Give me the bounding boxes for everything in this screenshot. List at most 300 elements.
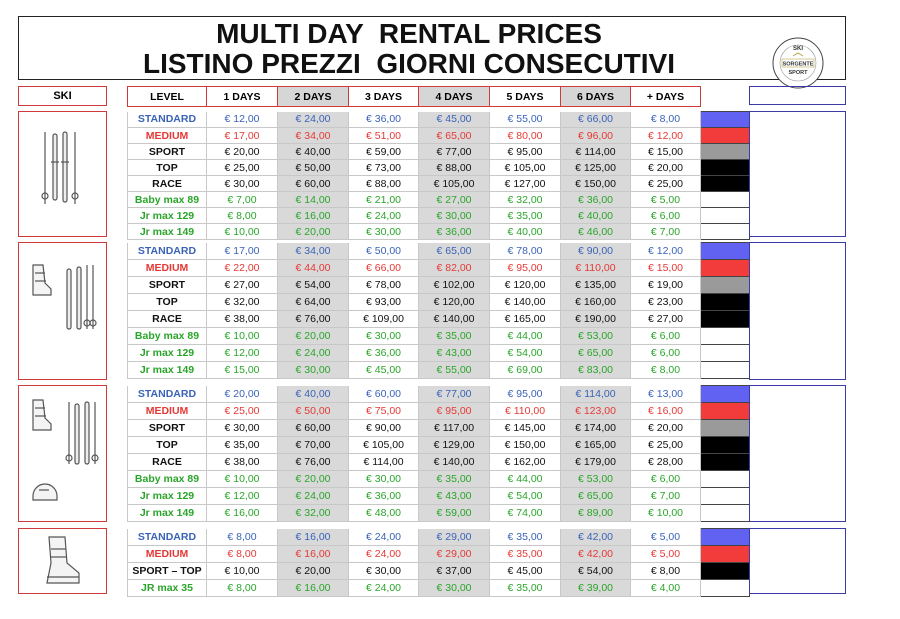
price-cell: € 65,00 — [561, 345, 631, 362]
price-cell: € 29,00 — [419, 529, 490, 546]
price-cell: € 10,00 — [207, 328, 278, 345]
price-cell: € 8,00 — [207, 208, 278, 224]
level-cell: SPORT — [128, 144, 207, 160]
price-cell: € 30,00 — [419, 208, 490, 224]
price-cell: € 22,00 — [207, 260, 278, 277]
table-row — [128, 243, 750, 260]
price-cell: € 36,00 — [349, 112, 419, 128]
level-color-swatch — [701, 176, 750, 192]
price-cell: € 93,00 — [349, 294, 419, 311]
price-cell: € 102,00 — [419, 277, 490, 294]
ski-boot-icon — [19, 529, 108, 595]
level-cell: Jr max 129 — [128, 488, 207, 505]
price-cell: € 162,00 — [490, 454, 561, 471]
price-cell: € 12,00 — [631, 243, 701, 260]
table-row — [128, 386, 750, 403]
price-cell: € 6,00 — [631, 471, 701, 488]
level-cell: STANDARD — [128, 112, 207, 128]
price-cell: € 82,00 — [419, 260, 490, 277]
price-cell: € 53,00 — [561, 471, 631, 488]
price-cell: € 105,00 — [490, 160, 561, 176]
level-cell: Baby max 89 — [128, 192, 207, 208]
price-cell: € 10,00 — [631, 505, 701, 522]
column-header-1-days: 1 DAYS — [207, 87, 278, 107]
price-cell: € 36,00 — [561, 192, 631, 208]
table-row — [128, 454, 750, 471]
price-cell: € 127,00 — [490, 176, 561, 192]
table-row — [128, 277, 750, 294]
price-cell: € 123,00 — [561, 403, 631, 420]
price-cell: € 20,00 — [278, 224, 349, 240]
level-color-swatch — [701, 160, 750, 176]
level-color-swatch — [701, 403, 750, 420]
price-cell: € 38,00 — [207, 454, 278, 471]
level-color-swatch — [701, 294, 750, 311]
price-cell: € 76,00 — [278, 311, 349, 328]
price-cell: € 35,00 — [490, 546, 561, 563]
price-cell: € 5,00 — [631, 529, 701, 546]
level-cell: MEDIUM — [128, 546, 207, 563]
sorgente-sport-logo — [771, 36, 825, 90]
level-color-swatch — [701, 437, 750, 454]
price-cell: € 78,00 — [349, 277, 419, 294]
level-color-swatch — [701, 260, 750, 277]
price-cell: € 23,00 — [631, 294, 701, 311]
price-cell: € 73,00 — [349, 160, 419, 176]
price-cell: € 117,00 — [419, 420, 490, 437]
price-cell: € 16,00 — [631, 403, 701, 420]
price-cell: € 95,00 — [490, 260, 561, 277]
table-row — [128, 112, 750, 128]
price-cell: € 20,00 — [278, 471, 349, 488]
price-cell: € 29,00 — [419, 546, 490, 563]
table-row — [128, 529, 750, 546]
price-cell: € 34,00 — [278, 243, 349, 260]
price-cell: € 16,00 — [278, 208, 349, 224]
price-cell: € 5,00 — [631, 546, 701, 563]
price-cell: € 40,00 — [278, 386, 349, 403]
price-cell: € 64,00 — [278, 294, 349, 311]
level-cell: MEDIUM — [128, 260, 207, 277]
price-cell: € 8,00 — [207, 529, 278, 546]
table-row — [128, 471, 750, 488]
price-cell: € 114,00 — [561, 144, 631, 160]
price-cell: € 110,00 — [490, 403, 561, 420]
level-cell: RACE — [128, 311, 207, 328]
table-row — [128, 224, 750, 240]
logo-top-text: SKI — [792, 46, 804, 52]
price-cell: € 88,00 — [349, 176, 419, 192]
column-header-5-days: 5 DAYS — [490, 87, 561, 107]
price-cell: € 44,00 — [490, 471, 561, 488]
price-cell: € 15,00 — [207, 362, 278, 379]
price-cell: € 28,00 — [631, 454, 701, 471]
price-cell: € 24,00 — [349, 529, 419, 546]
price-cell: € 45,00 — [419, 112, 490, 128]
price-cell: € 27,00 — [419, 192, 490, 208]
price-cell: € 174,00 — [561, 420, 631, 437]
level-cell: Jr max 129 — [128, 345, 207, 362]
price-cell: € 53,00 — [561, 328, 631, 345]
section-4-notes-box — [749, 528, 846, 594]
price-cell: € 65,00 — [419, 128, 490, 144]
price-cell: € 74,00 — [490, 505, 561, 522]
price-cell: € 95,00 — [490, 386, 561, 403]
price-cell: € 120,00 — [490, 277, 561, 294]
level-color-swatch — [701, 112, 750, 128]
page-title: MULTI DAY RENTAL PRICES — [216, 18, 602, 49]
price-cell: € 15,00 — [631, 260, 701, 277]
section-4-icon-box — [18, 528, 107, 594]
price-cell: € 32,00 — [278, 505, 349, 522]
price-cell: € 30,00 — [419, 580, 490, 597]
price-cell: € 179,00 — [561, 454, 631, 471]
section-3-icon-box — [18, 385, 107, 522]
price-cell: € 36,00 — [349, 488, 419, 505]
boot-skis-poles-and-helmet-icon — [19, 386, 108, 523]
price-cell: € 60,00 — [278, 176, 349, 192]
price-cell: € 135,00 — [561, 277, 631, 294]
price-cell: € 8,00 — [631, 563, 701, 580]
price-cell: € 6,00 — [631, 328, 701, 345]
price-cell: € 38,00 — [207, 311, 278, 328]
price-cell: € 120,00 — [419, 294, 490, 311]
price-cell: € 125,00 — [561, 160, 631, 176]
price-cell: € 16,00 — [207, 505, 278, 522]
price-cell: € 24,00 — [278, 488, 349, 505]
price-cell: € 160,00 — [561, 294, 631, 311]
table-row — [128, 546, 750, 563]
level-color-swatch — [701, 546, 750, 563]
price-cell: € 66,00 — [349, 260, 419, 277]
price-cell: € 35,00 — [419, 328, 490, 345]
level-color-swatch — [701, 362, 750, 379]
level-color-swatch — [701, 529, 750, 546]
price-cell: € 140,00 — [419, 454, 490, 471]
table-row — [128, 580, 750, 597]
level-cell: STANDARD — [128, 243, 207, 260]
price-table-section-2 — [127, 242, 750, 379]
price-cell: € 25,00 — [207, 403, 278, 420]
level-cell: SPORT — [128, 420, 207, 437]
price-cell: € 40,00 — [561, 208, 631, 224]
level-cell: JR max 35 — [128, 580, 207, 597]
price-cell: € 30,00 — [207, 420, 278, 437]
level-color-swatch — [701, 311, 750, 328]
price-cell: € 20,00 — [207, 386, 278, 403]
level-cell: MEDIUM — [128, 128, 207, 144]
price-cell: € 24,00 — [278, 345, 349, 362]
price-table-section-3 — [127, 385, 750, 522]
level-cell: Jr max 149 — [128, 362, 207, 379]
level-cell: TOP — [128, 160, 207, 176]
section-2-notes-box — [749, 242, 846, 380]
price-cell: € 165,00 — [561, 437, 631, 454]
price-cell: € 54,00 — [278, 277, 349, 294]
price-cell: € 95,00 — [490, 144, 561, 160]
price-cell: € 6,00 — [631, 208, 701, 224]
table-row — [128, 328, 750, 345]
price-cell: € 50,00 — [349, 243, 419, 260]
price-cell: € 13,00 — [631, 386, 701, 403]
price-cell: € 69,00 — [490, 362, 561, 379]
price-cell: € 10,00 — [207, 224, 278, 240]
price-cell: € 43,00 — [419, 345, 490, 362]
level-cell: MEDIUM — [128, 403, 207, 420]
price-cell: € 34,00 — [278, 128, 349, 144]
price-cell: € 10,00 — [207, 563, 278, 580]
level-cell: TOP — [128, 294, 207, 311]
price-cell: € 44,00 — [490, 328, 561, 345]
table-row — [128, 437, 750, 454]
price-cell: € 43,00 — [419, 488, 490, 505]
price-cell: € 42,00 — [561, 529, 631, 546]
price-cell: € 30,00 — [349, 563, 419, 580]
price-cell: € 150,00 — [561, 176, 631, 192]
table-row — [128, 488, 750, 505]
table-row — [128, 208, 750, 224]
level-cell: Baby max 89 — [128, 328, 207, 345]
price-cell: € 25,00 — [631, 437, 701, 454]
table-row — [128, 403, 750, 420]
level-cell: STANDARD — [128, 386, 207, 403]
price-cell: € 39,00 — [561, 580, 631, 597]
price-cell: € 35,00 — [207, 437, 278, 454]
column-header-3-days: 3 DAYS — [349, 87, 419, 107]
price-cell: € 54,00 — [561, 563, 631, 580]
price-cell: € 90,00 — [349, 420, 419, 437]
skis-and-poles-icon — [19, 112, 108, 238]
price-cell: € 65,00 — [561, 488, 631, 505]
price-cell: € 54,00 — [490, 488, 561, 505]
price-cell: € 12,00 — [207, 488, 278, 505]
price-table-section-4 — [127, 528, 750, 597]
price-cell: € 96,00 — [561, 128, 631, 144]
price-cell: € 55,00 — [490, 112, 561, 128]
price-cell: € 25,00 — [631, 176, 701, 192]
price-cell: € 83,00 — [561, 362, 631, 379]
boot-skis-and-poles-icon — [19, 243, 108, 381]
price-cell: € 77,00 — [419, 386, 490, 403]
price-cell: € 60,00 — [349, 386, 419, 403]
price-cell: € 45,00 — [349, 362, 419, 379]
price-cell: € 8,00 — [631, 362, 701, 379]
price-cell: € 12,00 — [207, 112, 278, 128]
price-cell: € 24,00 — [349, 208, 419, 224]
price-cell: € 65,00 — [419, 243, 490, 260]
price-table-header — [127, 86, 701, 107]
price-cell: € 24,00 — [349, 580, 419, 597]
price-cell: € 59,00 — [419, 505, 490, 522]
table-row — [128, 144, 750, 160]
price-cell: € 32,00 — [490, 192, 561, 208]
price-cell: € 95,00 — [419, 403, 490, 420]
price-cell: € 21,00 — [349, 192, 419, 208]
price-cell: € 7,00 — [631, 224, 701, 240]
price-cell: € 140,00 — [419, 311, 490, 328]
price-cell: € 44,00 — [278, 260, 349, 277]
price-cell: € 20,00 — [278, 563, 349, 580]
price-cell: € 109,00 — [349, 311, 419, 328]
price-cell: € 145,00 — [490, 420, 561, 437]
level-cell: Jr max 149 — [128, 505, 207, 522]
price-cell: € 30,00 — [278, 362, 349, 379]
table-row — [128, 420, 750, 437]
table-row — [128, 362, 750, 379]
logo-bottom-text: SPORT — [788, 70, 808, 76]
level-color-swatch — [701, 328, 750, 345]
price-cell: € 165,00 — [490, 311, 561, 328]
price-cell: € 36,00 — [349, 345, 419, 362]
notes-column-header — [749, 86, 846, 105]
table-row — [128, 176, 750, 192]
price-cell: € 54,00 — [490, 345, 561, 362]
level-cell: Baby max 89 — [128, 471, 207, 488]
price-cell: € 88,00 — [419, 160, 490, 176]
price-cell: € 50,00 — [278, 160, 349, 176]
price-cell: € 30,00 — [349, 328, 419, 345]
price-cell: € 20,00 — [207, 144, 278, 160]
price-cell: € 35,00 — [490, 580, 561, 597]
price-cell: € 24,00 — [278, 112, 349, 128]
price-cell: € 32,00 — [207, 294, 278, 311]
ski-column-header: SKI — [18, 86, 107, 106]
section-3-notes-box — [749, 385, 846, 522]
table-row — [128, 260, 750, 277]
price-cell: € 40,00 — [278, 144, 349, 160]
level-cell: STANDARD — [128, 529, 207, 546]
price-cell: € 30,00 — [349, 471, 419, 488]
price-cell: € 17,00 — [207, 243, 278, 260]
price-cell: € 40,00 — [490, 224, 561, 240]
price-cell: € 45,00 — [490, 563, 561, 580]
price-cell: € 20,00 — [631, 160, 701, 176]
section-2-icon-box — [18, 242, 107, 380]
price-cell: € 129,00 — [419, 437, 490, 454]
level-cell: Jr max 129 — [128, 208, 207, 224]
price-cell: € 17,00 — [207, 128, 278, 144]
level-color-swatch — [701, 144, 750, 160]
title-box — [18, 16, 846, 80]
table-row — [128, 192, 750, 208]
level-color-swatch — [701, 454, 750, 471]
price-cell: € 7,00 — [207, 192, 278, 208]
price-cell: € 90,00 — [561, 243, 631, 260]
price-cell: € 78,00 — [490, 243, 561, 260]
price-cell: € 8,00 — [207, 546, 278, 563]
price-cell: € 30,00 — [349, 224, 419, 240]
price-cell: € 35,00 — [490, 529, 561, 546]
level-color-swatch — [701, 277, 750, 294]
level-color-swatch — [701, 224, 750, 240]
price-cell: € 75,00 — [349, 403, 419, 420]
price-cell: € 114,00 — [561, 386, 631, 403]
price-cell: € 25,00 — [207, 160, 278, 176]
price-cell: € 12,00 — [207, 345, 278, 362]
price-table-section-1 — [127, 111, 750, 240]
price-cell: € 12,00 — [631, 128, 701, 144]
price-cell: € 89,00 — [561, 505, 631, 522]
price-cell: € 50,00 — [278, 403, 349, 420]
level-cell: SPORT – TOP — [128, 563, 207, 580]
section-1-icon-box — [18, 111, 107, 237]
column-header-level: LEVEL — [128, 87, 207, 107]
price-cell: € 114,00 — [349, 454, 419, 471]
price-cell: € 27,00 — [631, 311, 701, 328]
price-cell: € 35,00 — [419, 471, 490, 488]
level-cell: SPORT — [128, 277, 207, 294]
level-color-swatch — [701, 128, 750, 144]
column-header-2-days: 2 DAYS — [278, 87, 349, 107]
price-cell: € 30,00 — [207, 176, 278, 192]
price-cell: € 105,00 — [419, 176, 490, 192]
price-cell: € 16,00 — [278, 546, 349, 563]
level-cell: Jr max 149 — [128, 224, 207, 240]
level-cell: RACE — [128, 176, 207, 192]
price-cell: € 46,00 — [561, 224, 631, 240]
price-cell: € 16,00 — [278, 580, 349, 597]
table-row — [128, 311, 750, 328]
level-cell: TOP — [128, 437, 207, 454]
price-cell: € 4,00 — [631, 580, 701, 597]
column-header-plus-days: + DAYS — [631, 87, 701, 107]
price-cell: € 7,00 — [631, 488, 701, 505]
price-cell: € 150,00 — [490, 437, 561, 454]
price-cell: € 19,00 — [631, 277, 701, 294]
level-color-swatch — [701, 488, 750, 505]
price-cell: € 27,00 — [207, 277, 278, 294]
price-cell: € 190,00 — [561, 311, 631, 328]
price-cell: € 59,00 — [349, 144, 419, 160]
price-cell: € 60,00 — [278, 420, 349, 437]
logo-middle-text: SORGENTE — [782, 61, 814, 68]
price-cell: € 70,00 — [278, 437, 349, 454]
level-color-swatch — [701, 505, 750, 522]
price-cell: € 10,00 — [207, 471, 278, 488]
price-cell: € 48,00 — [349, 505, 419, 522]
level-color-swatch — [701, 580, 750, 597]
level-color-swatch — [701, 208, 750, 224]
table-row — [128, 294, 750, 311]
price-cell: € 20,00 — [631, 420, 701, 437]
price-cell: € 24,00 — [349, 546, 419, 563]
level-color-swatch — [701, 563, 750, 580]
price-cell: € 51,00 — [349, 128, 419, 144]
column-header-4-days: 4 DAYS — [419, 87, 490, 107]
column-header-6-days: 6 DAYS — [561, 87, 631, 107]
price-cell: € 16,00 — [278, 529, 349, 546]
price-cell: € 105,00 — [349, 437, 419, 454]
price-cell: € 80,00 — [490, 128, 561, 144]
price-cell: € 66,00 — [561, 112, 631, 128]
table-row — [128, 345, 750, 362]
price-cell: € 42,00 — [561, 546, 631, 563]
price-cell: € 8,00 — [631, 112, 701, 128]
level-color-swatch — [701, 386, 750, 403]
table-row — [128, 160, 750, 176]
price-cell: € 5,00 — [631, 192, 701, 208]
table-row — [128, 563, 750, 580]
price-cell: € 55,00 — [419, 362, 490, 379]
price-cell: € 37,00 — [419, 563, 490, 580]
price-cell: € 110,00 — [561, 260, 631, 277]
table-row — [128, 128, 750, 144]
price-cell: € 8,00 — [207, 580, 278, 597]
level-cell: RACE — [128, 454, 207, 471]
price-cell: € 15,00 — [631, 144, 701, 160]
price-cell: € 35,00 — [490, 208, 561, 224]
level-color-swatch — [701, 345, 750, 362]
